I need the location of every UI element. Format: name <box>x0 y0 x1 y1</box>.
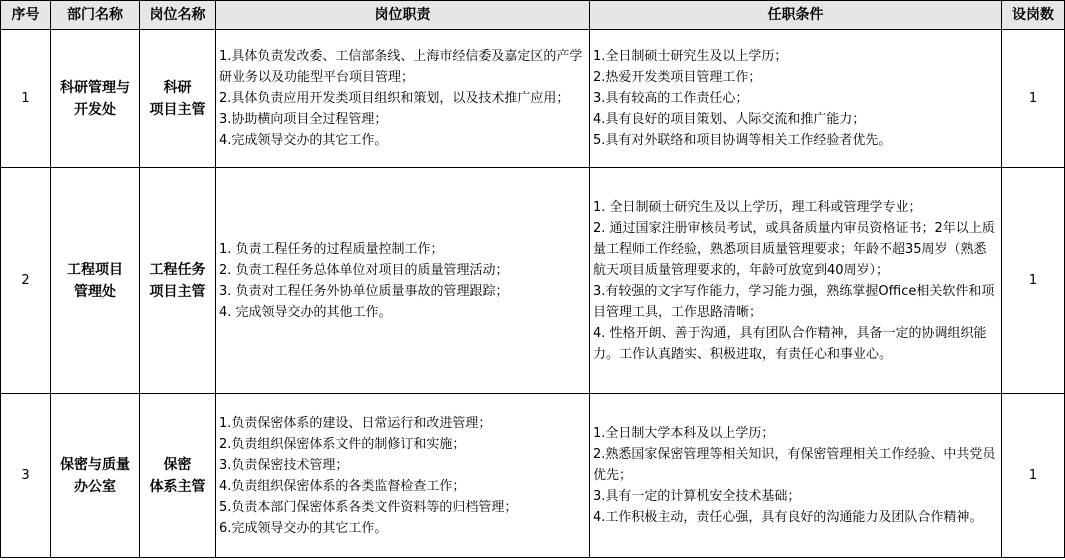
header-no: 序号 <box>1 1 51 30</box>
header-row <box>1 1 1065 30</box>
duty-item: 3.负责保密技术管理； <box>219 457 349 473</box>
requirement-item: 4.工作积极主动，责任心强，具有良好的沟通能力及团队合作精神。 <box>593 510 983 525</box>
requirement-item: 2.热爱开发类项目管理工作； <box>593 70 762 85</box>
position-line: 科研 <box>163 79 192 96</box>
position-count: 1 <box>1002 30 1065 168</box>
requirements-cell <box>590 30 1002 168</box>
duty-item: 1.负责保密体系的建设、日常运行和改进管理； <box>219 415 492 431</box>
requirement-item: 5.具有对外联络和项目协调等相关工作经验者优先。 <box>593 133 892 148</box>
position-line: 工程任务 <box>149 261 206 278</box>
position-cell <box>140 30 216 168</box>
requirement-item: 1.全日制硕士研究生及以上学历； <box>593 49 788 64</box>
duty-item: 1.具体负责发改委、工信部条线、上海市经信委及嘉定区的产学研业务以及功能型平台项目管理； <box>219 49 583 85</box>
position-count: 1 <box>1002 394 1065 558</box>
requirement-item: 4. 性格开朗、善于沟通，具有团队合作精神，具备一定的协调组织能力。工作认真踏实、积极进取，有责任心和事业心。 <box>593 325 987 362</box>
header-department: 部门名称 <box>51 1 140 30</box>
row-number: 2 <box>1 168 51 394</box>
header-duties: 岗位职责 <box>216 1 590 30</box>
duty-item: 2. 负责工程任务总体单位对项目的质量管理活动； <box>219 262 509 278</box>
department-line: 工程项目 <box>67 261 123 278</box>
header-position: 岗位名称 <box>140 1 216 30</box>
position-line: 体系主管 <box>149 478 206 495</box>
table-row <box>1 30 1065 168</box>
requirement-item: 2.熟悉国家保密管理等相关知识，有保密管理相关工作经验、中共党员优先； <box>593 447 996 483</box>
requirement-item: 4.具有良好的项目策划、人际交流和推广能力； <box>593 112 866 127</box>
duties-cell <box>216 30 590 168</box>
position-count: 1 <box>1002 168 1065 394</box>
requirement-item: 3.具有较高的工作责任心； <box>593 91 749 106</box>
position-line: 项目主管 <box>149 101 206 118</box>
table-row <box>1 168 1065 394</box>
department-line: 保密与质量 <box>60 456 130 473</box>
position-cell <box>140 168 216 394</box>
department-cell <box>51 394 140 558</box>
row-number: 1 <box>1 30 51 168</box>
position-line: 项目主管 <box>149 283 206 300</box>
department-cell <box>51 168 140 394</box>
duty-item: 1. 负责工程任务的过程质量控制工作； <box>219 241 444 257</box>
duties-cell <box>216 394 590 558</box>
department-line: 开发处 <box>74 101 116 118</box>
requirements-cell <box>590 394 1002 558</box>
header-count: 设岗数 <box>1002 1 1065 30</box>
department-line: 管理处 <box>74 283 116 300</box>
duty-item: 6.完成领导交办的其它工作。 <box>219 520 388 536</box>
duty-item: 2.负责组织保密体系文件的制修订和实施； <box>219 436 466 452</box>
requirement-item: 2. 通过国家注册审核员考试，或具备质量内审员资格证书；2年以上质量工程师工作经验，熟悉项目质量管理要求；年龄不超35周岁（熟悉航天项目质量管理要求的，年龄可放宽到40周岁）； <box>593 220 995 278</box>
requirements-cell <box>590 168 1002 394</box>
duty-item: 4.负责组织保密体系的各类监督检查工作； <box>219 478 466 494</box>
position-line: 保密 <box>163 456 192 473</box>
requirement-item: 3.有较强的文字写作能力，学习能力强，熟练掌握Office相关软件和项目管理工具，工作思路清晰； <box>593 283 995 320</box>
table-row <box>1 394 1065 558</box>
duty-item: 5.负责本部门保密体系各类文件资料等的归档管理； <box>219 499 518 515</box>
duties-cell <box>216 168 590 394</box>
duty-item: 4. 完成领导交办的其他工作。 <box>219 304 392 320</box>
requirement-item: 3.具有一定的计算机安全技术基础； <box>593 489 801 504</box>
header-requirements: 任职条件 <box>590 1 1002 30</box>
duty-item: 2.具体负责应用开发类项目组织和策划，以及技术推广应用； <box>219 91 570 106</box>
requirement-item: 1. 全日制硕士研究生及以上学历，理工科或管理学专业； <box>593 199 922 215</box>
duty-item: 3.协助横向项目全过程管理； <box>219 112 388 127</box>
requirement-item: 1.全日制大学本科及以上学历； <box>593 426 775 441</box>
department-line: 科研管理与 <box>60 79 130 96</box>
position-cell <box>140 394 216 558</box>
duty-item: 4.完成领导交办的其它工作。 <box>219 133 388 148</box>
department-cell <box>51 30 140 168</box>
department-line: 办公室 <box>74 478 116 495</box>
duty-item: 3. 负责对工程任务外协单位质量事故的管理跟踪； <box>219 283 509 299</box>
row-number: 3 <box>1 394 51 558</box>
